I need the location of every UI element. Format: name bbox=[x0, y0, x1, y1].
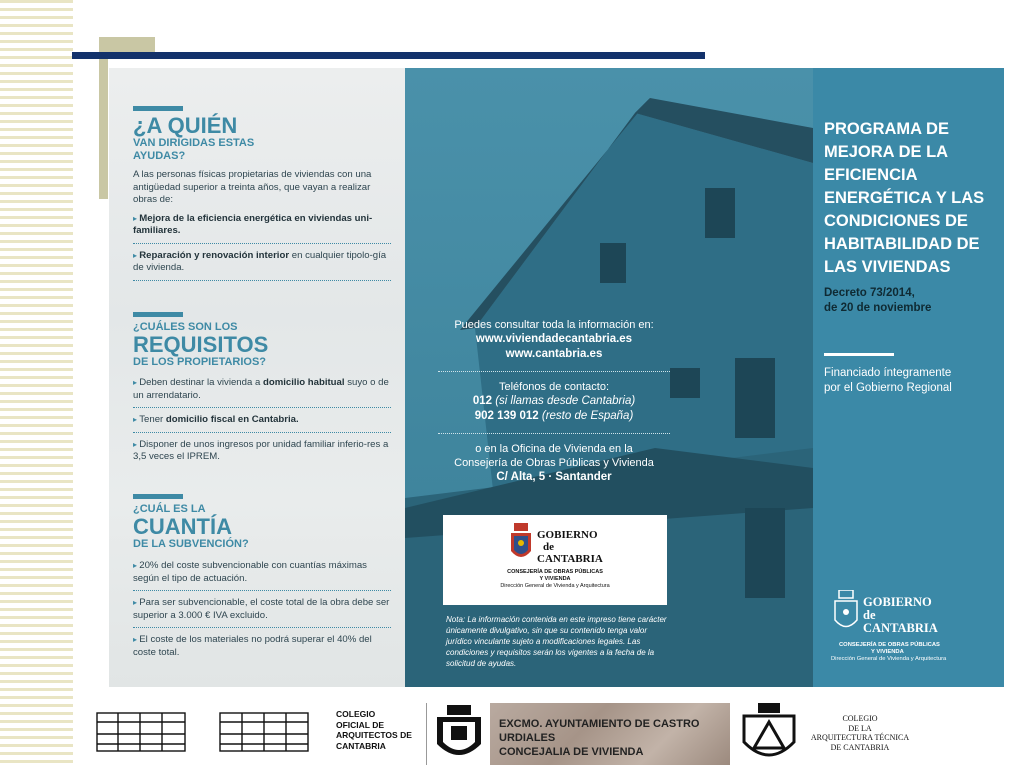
consult-text: Puedes consultar toda la información en: bbox=[454, 319, 654, 331]
section-who-subtitle: VAN DIRIGIDAS ESTAS AYUDAS? bbox=[133, 137, 255, 162]
ayuntamiento-banner bbox=[490, 703, 730, 765]
website-link-1[interactable]: www.viviendadecantabria.es bbox=[475, 333, 633, 345]
navy-header-bar bbox=[72, 52, 705, 59]
logo-dept: CONSEJERÍA DE OBRAS PÚBLICAS Y VIVIENDA Dirección General de Vivienda y Arquitectura bbox=[831, 642, 947, 662]
gobierno-logo-white bbox=[831, 590, 991, 672]
section-who bbox=[133, 106, 391, 281]
list-item: ▸ Tener domicilio fiscal en Cantabria. bbox=[133, 408, 391, 433]
legal-note: Nota: La información contenida en este impreso tiene carácter únicamente divulgativo, sin que su contenido tenga valor jurídico vinculante sujeto a modificaciones legales. Las condiciones y requisitos serán los vigentes a la fecha de la solicitud de ayudas. bbox=[446, 615, 667, 668]
dotted-divider bbox=[438, 433, 670, 434]
arrow-icon: ▸ bbox=[133, 561, 140, 570]
castro-urdiales-crest-icon bbox=[433, 704, 485, 766]
brochure-right-panel bbox=[813, 68, 1004, 687]
contact-info-block bbox=[438, 318, 670, 485]
website-link-2[interactable]: www.cantabria.es bbox=[505, 348, 603, 360]
section-req-subtitle: DE LOS PROPIETARIOS? bbox=[133, 356, 267, 368]
section-amount-subtitle: DE LA SUBVENCIÓN? bbox=[133, 538, 249, 550]
decree-text: Decreto 73/2014, de 20 de noviembre bbox=[824, 287, 932, 314]
section-req-title: REQUISITOS bbox=[133, 332, 269, 357]
financing-text: Financiado íntegramente por el Gobierno Regional bbox=[824, 367, 952, 394]
program-title: PROGRAMA DE MEJORA DE LA EFICIENCIA ENERGÉTICA Y LAS CONDICIONES DE HABITABILIDAD DE LAS VIVIENDAS bbox=[824, 120, 985, 276]
white-divider bbox=[824, 353, 894, 356]
section-bar bbox=[133, 312, 183, 317]
list-item: ▸ 20% del coste subvencionable con cuantías máximas según el tipo de actuación. bbox=[133, 551, 391, 591]
section-requirements bbox=[133, 312, 391, 469]
arrow-icon: ▸ bbox=[133, 635, 140, 644]
arrow-icon: ▸ bbox=[133, 598, 140, 607]
list-item: ▸ Deben destinar la vivienda a domicilio habitual suyo o de un arrendatario. bbox=[133, 369, 391, 408]
phones-label: Teléfonos de contacto: bbox=[498, 381, 610, 393]
coa-building-logo bbox=[96, 712, 334, 752]
list-item: ▸ El coste de los materiales no podrá superar el 40% del coste total. bbox=[133, 634, 372, 658]
arrow-icon: ▸ bbox=[133, 439, 140, 449]
arrow-icon: ▸ bbox=[133, 415, 140, 424]
office-address: C/ Alta, 5 · Santander bbox=[496, 471, 612, 483]
phone-1: 012 (si llamas desde Cantabria) bbox=[472, 395, 636, 407]
office-line-2: Consejería de Obras Públicas y Vivienda bbox=[454, 457, 654, 469]
coat-of-arms-icon bbox=[509, 523, 533, 563]
logo-dept: CONSEJERÍA DE OBRAS PÚBLICAS Y VIVIENDA Dirección General de Vivienda y Arquitectura bbox=[500, 569, 610, 589]
coat-of-arms-icon bbox=[833, 590, 859, 634]
list-item: ▸ Para ser subvencionable, el coste total de la obra debe ser superior a 3.000 € IVA excluido. bbox=[133, 591, 391, 628]
gobierno-logo-box bbox=[443, 515, 667, 605]
list-item: ▸ Disponer de unos ingresos por unidad familiar inferio-res a 3,5 veces el IPREM. bbox=[133, 438, 389, 462]
ayuntamiento-text: EXCMO. AYUNTAMIENTO DE CASTRO URDIALES CONCEJALIA DE VIVIENDA bbox=[499, 718, 700, 758]
list-item: ▸ Reparación y renovación interior en cualquier tipolo-gía de vivienda. bbox=[133, 244, 391, 281]
arrow-icon: ▸ bbox=[133, 250, 140, 260]
coa-text: COLEGIO OFICIAL DE ARQUITECTOS DE CANTABRIA bbox=[336, 709, 412, 751]
section-bar bbox=[133, 494, 183, 499]
section-req-pre: ¿CUÁLES SON LOS bbox=[133, 321, 238, 333]
section-who-intro: A las personas físicas propietarias de viviendas con una antigüedad superior a treinta años, que vayan a realizar obras de: bbox=[133, 169, 372, 205]
footer-divider bbox=[426, 703, 427, 765]
logo-text: GOBIERNO de CANTABRIA bbox=[863, 595, 938, 635]
office-line-1: o en la Oficina de Vivienda en la bbox=[475, 443, 633, 455]
tan-accent-vertical bbox=[99, 37, 108, 199]
section-bar bbox=[133, 106, 183, 111]
phone-2: 902 139 012 (resto de España) bbox=[474, 410, 634, 422]
brochure-left-panel bbox=[109, 68, 405, 687]
section-who-title: ¿A QUIÉN bbox=[133, 113, 238, 138]
section-amount bbox=[133, 494, 391, 664]
section-amount-title: CUANTÍA bbox=[133, 514, 232, 539]
arquitectura-tecnica-text: COLEGIO DE LA ARQUITECTURA TÉCNICA DE CANTABRIA bbox=[810, 714, 910, 752]
striped-margin bbox=[0, 0, 73, 768]
arrow-icon: ▸ bbox=[133, 213, 140, 223]
section-amount-pre: ¿CUÁL ES LA bbox=[133, 503, 206, 515]
dotted-divider bbox=[438, 371, 670, 372]
arquitectura-tecnica-seal-icon bbox=[740, 702, 798, 766]
arrow-icon: ▸ bbox=[133, 378, 140, 387]
logo-text: GOBIERNO de CANTABRIA bbox=[537, 529, 603, 565]
list-item: ▸ Mejora de la eficiencia energética en viviendas uni-familiares. bbox=[133, 207, 391, 244]
